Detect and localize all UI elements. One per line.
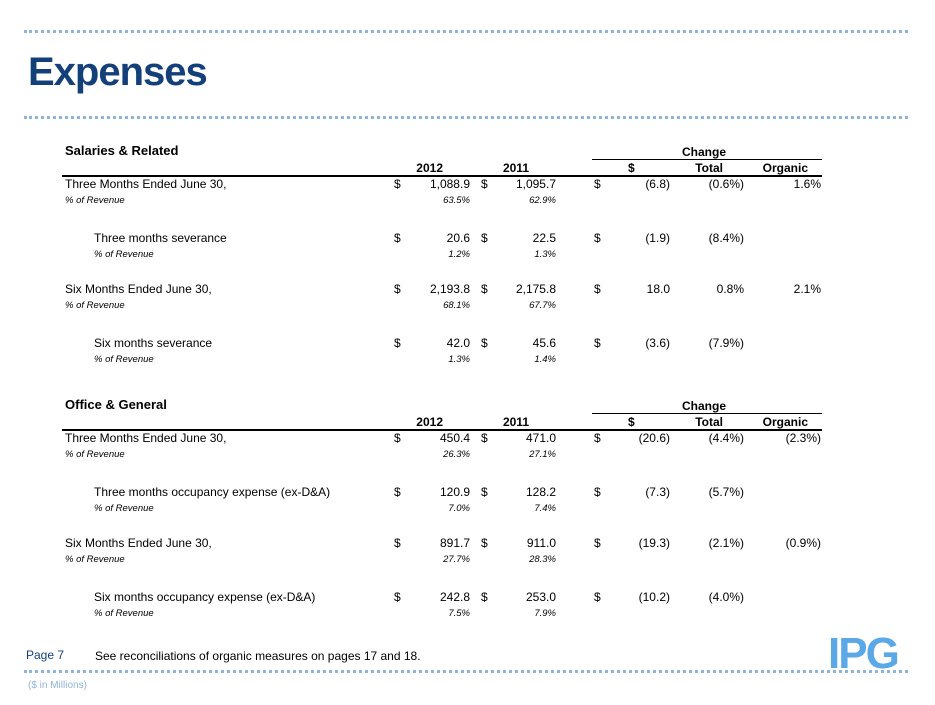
currency-symbol: $ <box>394 231 401 245</box>
col-header-change-dollar: $ <box>628 415 635 429</box>
pct-of-revenue-label: % of Revenue <box>94 354 154 365</box>
ipg-logo-text: IPG <box>828 630 898 674</box>
value-2011: 2,175.8 <box>515 282 556 296</box>
pct-of-revenue-label: % of Revenue <box>94 249 154 260</box>
currency-symbol: $ <box>394 282 401 296</box>
pct-of-revenue-2012: 1.2% <box>448 249 470 260</box>
pct-of-revenue-2012: 7.0% <box>448 503 470 514</box>
change-organic-pct: (2.3%) <box>785 431 821 445</box>
pct-of-revenue-2011: 7.4% <box>534 503 556 514</box>
currency-symbol: $ <box>481 536 488 550</box>
change-total-pct: 0.8% <box>716 282 744 296</box>
pct-of-revenue-label: % of Revenue <box>94 503 154 514</box>
currency-symbol: $ <box>594 431 601 445</box>
change-dollar: 18.0 <box>646 282 670 296</box>
col-header-change-dollar: $ <box>628 161 635 175</box>
currency-symbol: $ <box>481 590 488 604</box>
pct-of-revenue-2011: 1.4% <box>534 354 556 365</box>
value-2011: 45.6 <box>532 336 556 350</box>
change-total-pct: (7.9%) <box>708 336 744 350</box>
pct-of-revenue-2012: 63.5% <box>443 195 470 206</box>
currency-symbol: $ <box>481 431 488 445</box>
change-header: Change <box>682 145 727 159</box>
currency-symbol: $ <box>481 282 488 296</box>
change-header-rule <box>592 159 822 160</box>
currency-symbol: $ <box>594 336 601 350</box>
pct-of-revenue-2011: 62.9% <box>529 195 556 206</box>
change-total-pct: (4.0%) <box>708 590 744 604</box>
change-dollar: (20.6) <box>638 431 670 445</box>
footnote: See reconciliations of organic measures on pages 17 and 18. <box>95 649 421 663</box>
pct-of-revenue-2011: 28.3% <box>529 554 556 565</box>
value-2011: 1,095.7 <box>515 177 556 191</box>
value-2012: 20.6 <box>446 231 470 245</box>
value-2011: 253.0 <box>525 590 556 604</box>
change-organic-pct: 1.6% <box>793 177 821 191</box>
section-title: Office & General <box>65 397 167 412</box>
pct-of-revenue-label: % of Revenue <box>65 449 125 460</box>
pct-of-revenue-2012: 68.1% <box>443 300 470 311</box>
col-header-organic: Organic <box>762 415 808 429</box>
currency-symbol: $ <box>394 536 401 550</box>
change-dollar: (6.8) <box>645 177 670 191</box>
pct-of-revenue-label: % of Revenue <box>94 608 154 619</box>
row-label: Six months occupancy expense (ex-D&A) <box>94 590 316 604</box>
row-label: Six months severance <box>94 336 213 350</box>
currency-symbol: $ <box>481 231 488 245</box>
pct-of-revenue-2012: 7.5% <box>448 608 470 619</box>
change-total-pct: (4.4%) <box>708 431 744 445</box>
pct-of-revenue-label: % of Revenue <box>65 195 125 206</box>
change-dollar: (3.6) <box>645 336 670 350</box>
currency-symbol: $ <box>394 485 401 499</box>
row-label: Three Months Ended June 30, <box>65 431 227 445</box>
row-label: Three months severance <box>94 231 227 245</box>
row-label: Six Months Ended June 30, <box>65 282 212 296</box>
currency-symbol: $ <box>394 336 401 350</box>
value-2011: 471.0 <box>525 431 556 445</box>
change-total-pct: (5.7%) <box>708 485 744 499</box>
value-2012: 891.7 <box>439 536 470 550</box>
pct-of-revenue-label: % of Revenue <box>65 300 125 311</box>
change-organic-pct: (0.9%) <box>785 536 821 550</box>
row-label: Six Months Ended June 30, <box>65 536 212 550</box>
pct-of-revenue-2011: 67.7% <box>529 300 556 311</box>
pct-of-revenue-2012: 27.7% <box>443 554 470 565</box>
change-dollar: (7.3) <box>645 485 670 499</box>
currency-symbol: $ <box>394 177 401 191</box>
value-2012: 42.0 <box>446 336 470 350</box>
currency-symbol: $ <box>594 177 601 191</box>
col-header-organic: Organic <box>762 161 808 175</box>
currency-symbol: $ <box>481 336 488 350</box>
change-total-pct: (8.4%) <box>708 231 744 245</box>
pct-of-revenue-2012: 26.3% <box>443 449 470 460</box>
change-header-rule <box>592 413 822 414</box>
change-organic-pct: 2.1% <box>793 282 821 296</box>
row-label: Three months occupancy expense (ex-D&A) <box>94 485 331 499</box>
pct-of-revenue-2011: 1.3% <box>534 249 556 260</box>
value-2011: 22.5 <box>532 231 556 245</box>
value-2012: 450.4 <box>439 431 470 445</box>
value-2012: 242.8 <box>439 590 470 604</box>
col-header-2012: 2012 <box>416 415 443 429</box>
page-number: Page 7 <box>26 648 65 662</box>
title-dotted-divider <box>24 116 908 119</box>
col-header-2012: 2012 <box>416 161 443 175</box>
col-header-2011: 2011 <box>502 415 529 429</box>
value-2012: 2,193.8 <box>429 282 470 296</box>
currency-symbol: $ <box>594 590 601 604</box>
value-2012: 120.9 <box>439 485 470 499</box>
col-header-total: Total <box>695 161 723 175</box>
bottom-dotted-divider <box>24 670 908 673</box>
value-2012: 1,088.9 <box>429 177 470 191</box>
currency-symbol: $ <box>594 536 601 550</box>
change-total-pct: (2.1%) <box>708 536 744 550</box>
page-title: Expenses <box>28 50 207 94</box>
ipg-logo <box>828 630 914 674</box>
currency-symbol: $ <box>394 590 401 604</box>
change-dollar: (10.2) <box>638 590 670 604</box>
value-2011: 911.0 <box>526 536 556 550</box>
pct-of-revenue-2011: 7.9% <box>534 608 556 619</box>
col-header-total: Total <box>695 415 723 429</box>
currency-symbol: $ <box>594 485 601 499</box>
row-label: Three Months Ended June 30, <box>65 177 227 191</box>
units-note: ($ in Millions) <box>28 680 87 691</box>
change-dollar: (1.9) <box>645 231 670 245</box>
currency-symbol: $ <box>481 177 488 191</box>
pct-of-revenue-2011: 27.1% <box>529 449 556 460</box>
currency-symbol: $ <box>594 231 601 245</box>
pct-of-revenue-label: % of Revenue <box>65 554 125 565</box>
currency-symbol: $ <box>594 282 601 296</box>
col-header-2011: 2011 <box>502 161 529 175</box>
section-title: Salaries & Related <box>65 143 179 158</box>
pct-of-revenue-2012: 1.3% <box>448 354 470 365</box>
change-header: Change <box>682 399 727 413</box>
value-2011: 128.2 <box>525 485 556 499</box>
change-dollar: (19.3) <box>638 536 670 550</box>
top-dotted-divider <box>24 30 908 33</box>
currency-symbol: $ <box>481 485 488 499</box>
currency-symbol: $ <box>394 431 401 445</box>
change-total-pct: (0.6%) <box>708 177 744 191</box>
